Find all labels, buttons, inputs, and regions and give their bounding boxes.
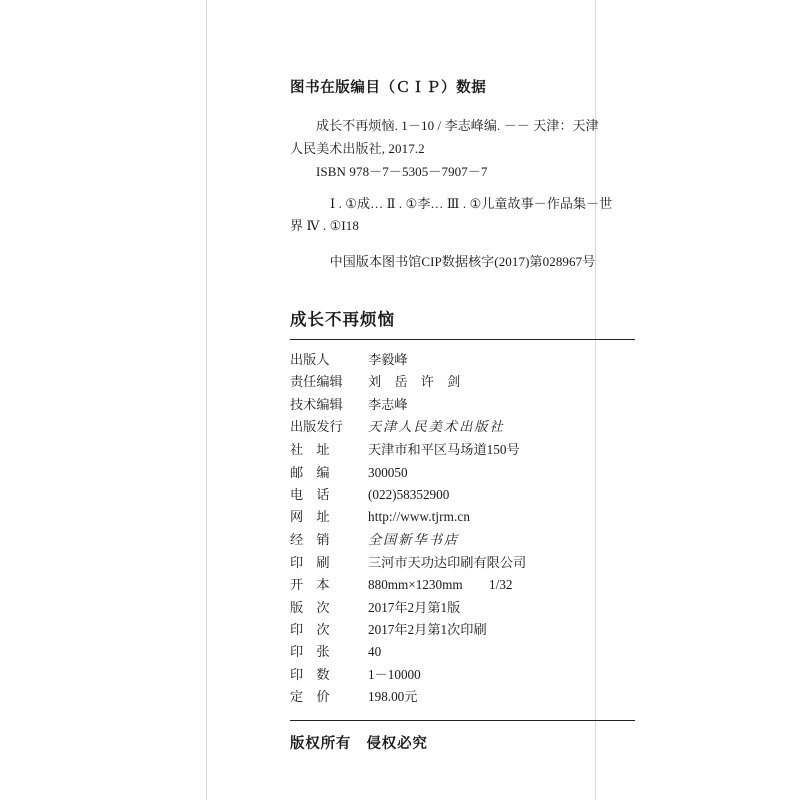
colophon-row [290, 529, 635, 552]
colophon-value: 李志峰 [368, 396, 408, 412]
colophon-value: 2017年2月第1版 [368, 599, 461, 615]
cip-record-number: 中国版本图书馆CIP数据核字(2017)第028967号 [329, 254, 596, 270]
copyright-notice: 版权所有 侵权必究 [290, 736, 428, 753]
colophon-label: 版 次 [290, 599, 330, 615]
colophon-label: 印 张 [290, 644, 330, 660]
colophon-row [290, 664, 635, 686]
colophon-label: 印 刷 [290, 554, 330, 570]
cip-heading: 图书在版编目（ＣＩＰ）数据 [290, 80, 487, 96]
colophon-value: 198.00元 [368, 688, 418, 704]
colophon-table [290, 349, 635, 708]
colophon-row [290, 394, 635, 416]
cip-entry [290, 115, 635, 183]
colophon-label: 技术编辑 [290, 396, 343, 412]
cip-classification [290, 193, 635, 239]
colophon-row [290, 484, 635, 506]
colophon-value: 天津人民美术出版社 [368, 420, 505, 436]
classification-line: Ⅰ . ①成… Ⅱ . ①李… Ⅲ . ①儿童故事－作品集－世 [330, 195, 613, 211]
colophon-label: 经 销 [290, 531, 330, 547]
colophon-row [290, 416, 635, 439]
colophon-row [290, 552, 635, 574]
book-title: 成长不再烦恼 [290, 310, 395, 330]
colophon-row [290, 641, 635, 663]
publisher-website[interactable]: http://www.tjrm.cn [368, 509, 471, 525]
colophon-value: 天津市和平区马场道150号 [368, 442, 520, 458]
colophon-label: 出版发行 [290, 419, 343, 435]
colophon-value: 全国新华书店 [368, 532, 460, 548]
colophon-label: 邮 编 [290, 464, 330, 480]
colophon-value: (022)58352900 [368, 487, 450, 503]
colophon-row [290, 349, 635, 371]
colophon-value: 300050 [368, 464, 408, 480]
colophon-row [290, 574, 635, 596]
colophon-label: 责任编辑 [290, 374, 343, 390]
colophon-label: 定 价 [290, 688, 330, 704]
colophon-value: 40 [368, 644, 382, 660]
colophon-row [290, 371, 635, 393]
classification-line: 界 Ⅳ . ①I18 [290, 218, 359, 234]
colophon-label: 网 址 [290, 509, 330, 525]
colophon-label: 开 本 [290, 577, 330, 593]
colophon-label: 印 次 [290, 621, 330, 637]
colophon-label: 电 话 [290, 487, 330, 503]
colophon-value: 880mm×1230mm 1/32 [368, 577, 513, 593]
colophon-row [290, 462, 635, 484]
colophon-row [290, 439, 635, 461]
colophon-value: 刘 岳 许 剑 [368, 374, 461, 390]
colophon-label: 出版人 [290, 352, 330, 368]
cip-entry-line: 成长不再烦恼. 1－10 / 李志峰编. －－ 天津：天津 [316, 118, 599, 134]
colophon-row [290, 686, 635, 708]
colophon-row [290, 506, 635, 528]
cip-entry-line: 人民美术出版社, 2017.2 [290, 141, 425, 157]
divider-bottom [290, 720, 635, 721]
colophon-row [290, 597, 635, 619]
colophon-row [290, 619, 635, 641]
divider-top [290, 339, 635, 340]
colophon-value: 李毅峰 [368, 352, 408, 368]
colophon-value: 三河市天功达印刷有限公司 [368, 554, 527, 570]
copyright-page-content [290, 78, 635, 753]
colophon-value: 1－10000 [368, 666, 421, 682]
colophon-value: 2017年2月第1次印刷 [368, 621, 487, 637]
colophon-label: 印 数 [290, 666, 330, 682]
cip-isbn: ISBN 978－7－5305－7907－7 [316, 163, 488, 179]
colophon-label: 社 址 [290, 442, 330, 458]
